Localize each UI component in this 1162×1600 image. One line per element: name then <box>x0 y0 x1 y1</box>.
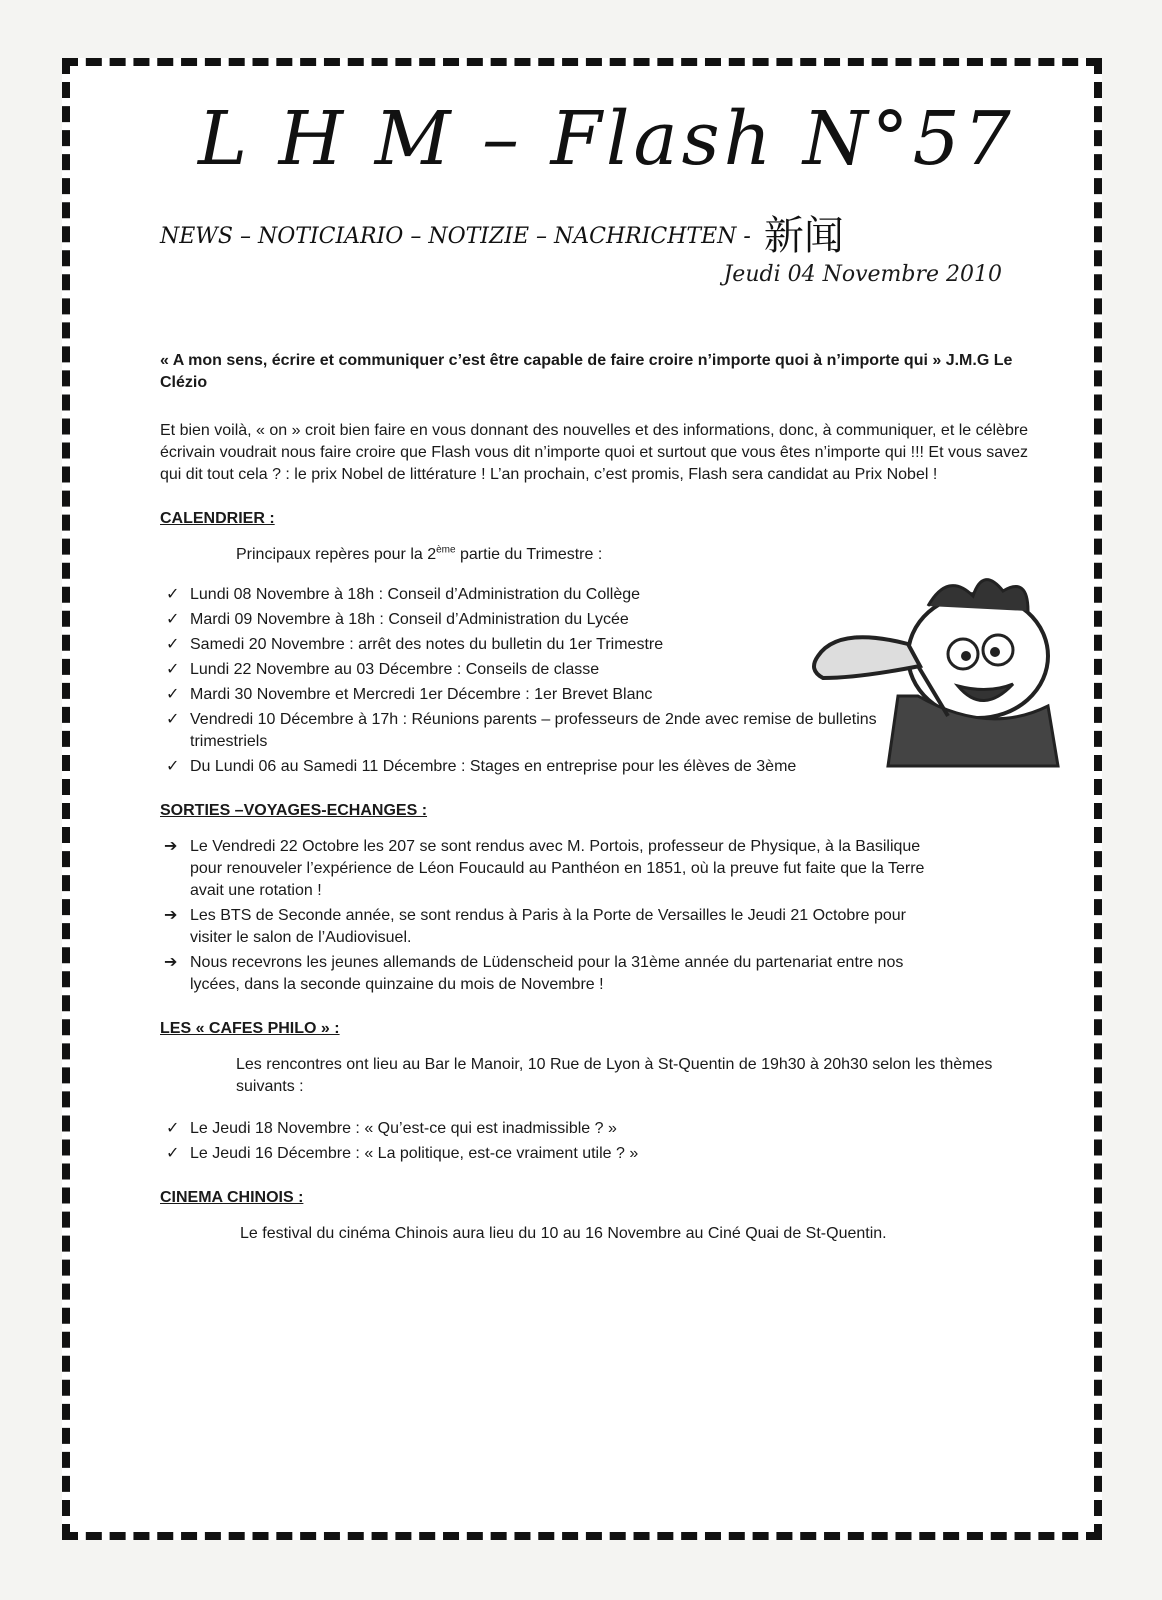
list-item: ✓ Vendredi 10 Décembre à 17h : Réunions parents – professeurs de 2nde avec remise de bulletins trimestriels <box>160 709 930 753</box>
section-title-sorties: SORTIES –VOYAGES-ECHANGES : <box>160 802 428 819</box>
cafes-philo-list <box>160 1118 1040 1165</box>
calendrier-lead-text: Principaux repères pour la 2 <box>236 546 437 563</box>
newsletter-subtitle <box>160 204 844 261</box>
list-item: ➔ Les BTS de Seconde année, se sont rendus à Paris à la Porte de Versailles le Jeudi 21 Octobre pour visiter le salon de l’Audiovisuel. <box>160 905 940 949</box>
sorties-list <box>160 836 940 996</box>
list-item: ✓ Mardi 09 Novembre à 18h : Conseil d’Administration du Lycée <box>160 609 930 631</box>
subtitle-chinese: 新闻 <box>763 213 844 259</box>
list-item: ✓ Mardi 30 Novembre et Mercredi 1er Décembre : 1er Brevet Blanc <box>160 684 930 706</box>
list-item: ✓ Du Lundi 06 au Samedi 11 Décembre : Stages en entreprise pour les élèves de 3ème <box>160 756 930 778</box>
calendrier-list <box>160 584 930 778</box>
calendrier-lead <box>236 544 1040 566</box>
section-title-calendrier: CALENDRIER : <box>160 510 275 527</box>
cafes-philo-lead: Les rencontres ont lieu au Bar le Manoir, 10 Rue de Lyon à St-Quentin de 19h30 à 20h30 selon les thèmes suivants : <box>236 1056 993 1095</box>
list-item: ➔ Le Vendredi 22 Octobre les 207 se sont rendus avec M. Portois, professeur de Physique, à la Basilique pour renouveler l’expérience de Léon Foucauld au Panthéon en 1851, où la preuve fut faite que la Terre avait une rotation ! <box>160 836 940 902</box>
list-item: ✓ Lundi 22 Novembre au 03 Décembre : Conseils de classe <box>160 659 930 681</box>
subtitle-languages: NEWS – NOTICIARIO – NOTIZIE – NACHRICHTEN - <box>160 224 751 249</box>
list-item: ✓ Le Jeudi 18 Novembre : « Qu’est-ce qui est inadmissible ? » <box>160 1118 1040 1140</box>
section-title-cinema: CINEMA CHINOIS : <box>160 1189 304 1206</box>
intro-paragraph: Et bien voilà, « on » croit bien faire en vous donnant des nouvelles et des informations, donc, à communiquer, et le célèbre écrivain voudrait nous faire croire que Flash vous dit n’importe quoi et surtout que vous êtes n’importe qui !!! Et vous savez qui dit tout cela ? : le prix Nobel de littérature ! L’an prochain, c’est promis, Flash sera candidat au Prix Nobel ! <box>160 422 1029 483</box>
list-item: ➔ Nous recevrons les jeunes allemands de Lüdenscheid pour la 31ème année du partenariat entre nos lycées, dans la seconde quinzaine du mois de Novembre ! <box>160 952 940 996</box>
section-title-cafes-philo: LES « CAFES PHILO » : <box>160 1020 340 1037</box>
issue-date: Jeudi 04 Novembre 2010 <box>723 262 1002 287</box>
list-item: ✓ Samedi 20 Novembre : arrêt des notes du bulletin du 1er Trimestre <box>160 634 930 656</box>
list-item: ✓ Lundi 08 Novembre à 18h : Conseil d’Administration du Collège <box>160 584 930 606</box>
newsletter-title: L H M – Flash N°57 <box>198 96 1015 182</box>
list-item: ✓ Le Jeudi 16 Décembre : « La politique, est-ce vraiment utile ? » <box>160 1143 1040 1165</box>
cinema-lead: Le festival du cinéma Chinois aura lieu du 10 au 16 Novembre au Ciné Quai de St-Quentin. <box>240 1225 887 1242</box>
calendrier-lead-text-end: partie du Trimestre : <box>455 546 603 563</box>
opening-quote: « A mon sens, écrire et communiquer c’est être capable de faire croire n’importe quoi à n’importe qui » J.M.G Le Clézio <box>160 352 1013 391</box>
newsletter-page <box>62 58 1102 1540</box>
newsletter-body <box>160 350 1040 1245</box>
calendrier-lead-sup: ème <box>436 544 456 556</box>
